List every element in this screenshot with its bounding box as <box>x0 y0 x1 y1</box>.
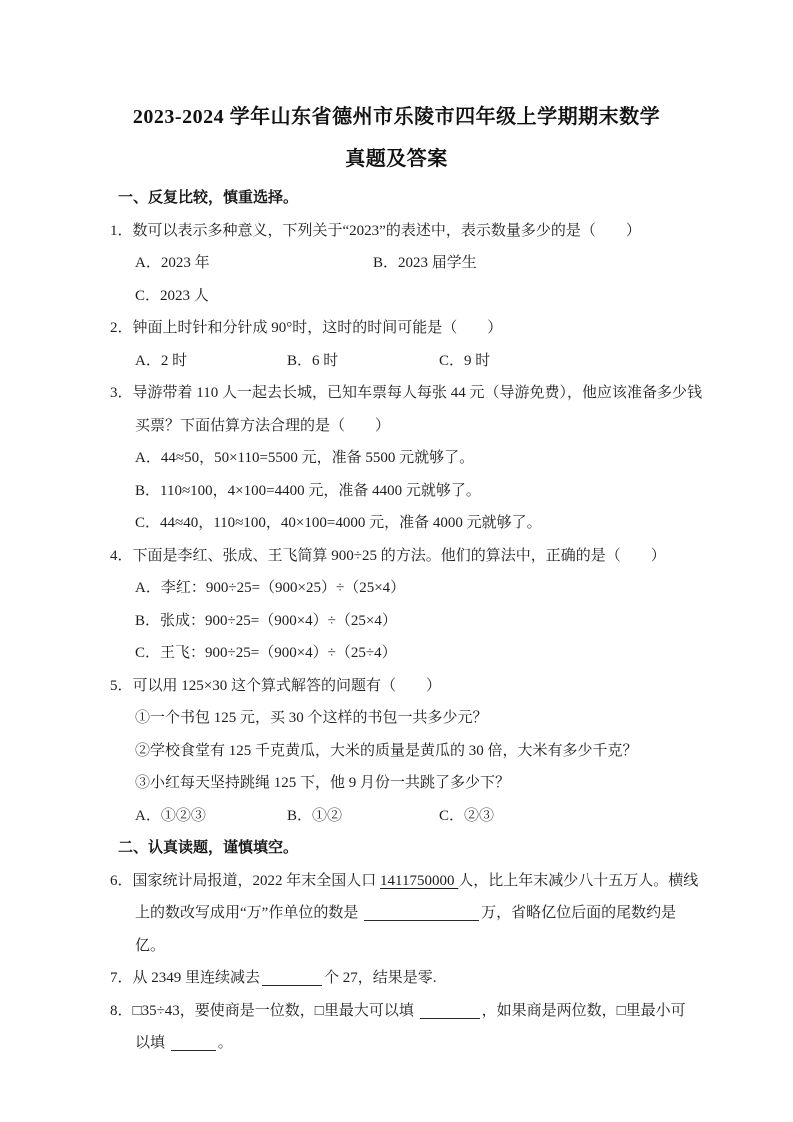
sub-item-line: ①一个书包 125 元，买 30 个这样的书包一共多少元？ <box>135 710 488 726</box>
option-item: C．②③ <box>439 807 495 824</box>
sub-item-line: ③小红每天坚持跳绳 125 下，他 9 月份一共跳了多少下？ <box>135 775 511 791</box>
option-line: A．44≈50，50×110=5500 元，准备 5500 元就够了。 <box>135 450 475 466</box>
option-item: B．2023 届学生 <box>373 255 477 271</box>
option-line: C．王飞：900÷25=（900×4）÷（25÷4） <box>135 645 397 661</box>
question-continuation-line: 亿。 <box>135 937 166 954</box>
blank-field <box>420 1003 480 1019</box>
text-segment: 。 <box>217 1035 233 1051</box>
text-segment: ，如果商是两位数，□里最小可 <box>481 1002 686 1019</box>
text-segment: 个 27，结果是零. <box>324 970 437 986</box>
text-segment: 上的数改写成用“万”作单位的数是 <box>135 905 363 921</box>
text-segment: 国家统计局报道，2022 年末全国人口 <box>132 872 381 889</box>
question-continuation-line: 买票？下面估算方法合理的是（ ） <box>135 417 391 434</box>
document-body <box>0 182 793 1060</box>
section-header: 二、认真读题，谨慎填空。 <box>118 839 299 856</box>
document-title-line1: 2023-2024 学年山东省德州市乐陵市四年级上学期期末数学 <box>132 106 661 128</box>
option-item: A．2023 年 <box>135 255 210 271</box>
question-line <box>0 995 793 1028</box>
question-line: 2．钟面上时针和分针成 90°时，这时的时间可能是（ ） <box>110 320 503 336</box>
question-number: 7． <box>110 970 133 986</box>
text-segment: □35÷43，要使商是一位数，□里最大可以填 <box>132 1002 418 1019</box>
question-continuation-line <box>0 1027 793 1060</box>
text-segment: 人，比上年末减少八十五万人。横线 <box>458 872 699 889</box>
blank-field <box>171 1035 216 1051</box>
section-header: 一、反复比较，慎重选择。 <box>118 189 299 206</box>
text-segment: 以填 <box>135 1035 169 1051</box>
document-title <box>0 96 793 180</box>
question-line <box>0 962 793 995</box>
text-segment: 从 2349 里连续减去 <box>132 970 261 986</box>
option-item: B．①② <box>287 807 343 824</box>
option-row <box>0 800 793 833</box>
question-number: 3． <box>110 385 133 401</box>
option-item: C．9 时 <box>439 352 491 369</box>
question-number: 5． <box>110 677 133 694</box>
question-line: 5．可以用 125×30 这个算式解答的问题有（ ） <box>110 677 441 694</box>
underlined-value: 1411750000 <box>380 872 459 889</box>
option-item: B．6 时 <box>287 352 339 369</box>
option-row <box>0 247 793 280</box>
sub-item-line: ②学校食堂有 125 千克黄瓜，大米的质量是黄瓜的 30 倍，大米有多少千克？ <box>135 742 638 759</box>
option-row <box>0 280 793 313</box>
option-item: A．2 时 <box>135 352 188 369</box>
option-line: C．44≈40，110≈100，40×100=4000 元，准备 4000 元就够了。 <box>135 515 542 531</box>
question-number: 6． <box>110 872 133 889</box>
question-number: 1． <box>110 222 133 239</box>
question-line <box>0 865 793 898</box>
question-number: 4． <box>110 547 133 564</box>
option-line: A．李红：900÷25=（900×25）÷（25×4） <box>135 580 406 596</box>
text-segment: 万，省略亿位后面的尾数约是 <box>481 905 677 921</box>
question-line: 3．导游带着 110 人一起去长城，已知车票每人每张 44 元（导游免费），他应该准备多少钱 <box>110 385 702 401</box>
blank-field <box>262 970 322 986</box>
option-row <box>0 345 793 378</box>
question-continuation-line <box>0 897 793 930</box>
option-line: B．110≈100，4×100=4400 元，准备 4400 元就够了。 <box>135 482 481 499</box>
question-number: 8． <box>110 1002 133 1019</box>
question-number: 2． <box>110 320 133 336</box>
question-line: 4．下面是李红、张成、王飞简算 900÷25 的方法。他们的算法中，正确的是（ ） <box>110 547 666 564</box>
question-line: 1．数可以表示多种意义，下列关于“2023”的表述中，表示数量多少的是（ ） <box>110 222 641 239</box>
blank-field <box>364 905 479 921</box>
option-item: C．2023 人 <box>135 287 209 304</box>
option-item: A．①②③ <box>135 807 206 824</box>
option-line: B．张成：900÷25=（900×4）÷（25×4） <box>135 612 397 629</box>
document-title-line2: 真题及答案 <box>345 148 448 170</box>
